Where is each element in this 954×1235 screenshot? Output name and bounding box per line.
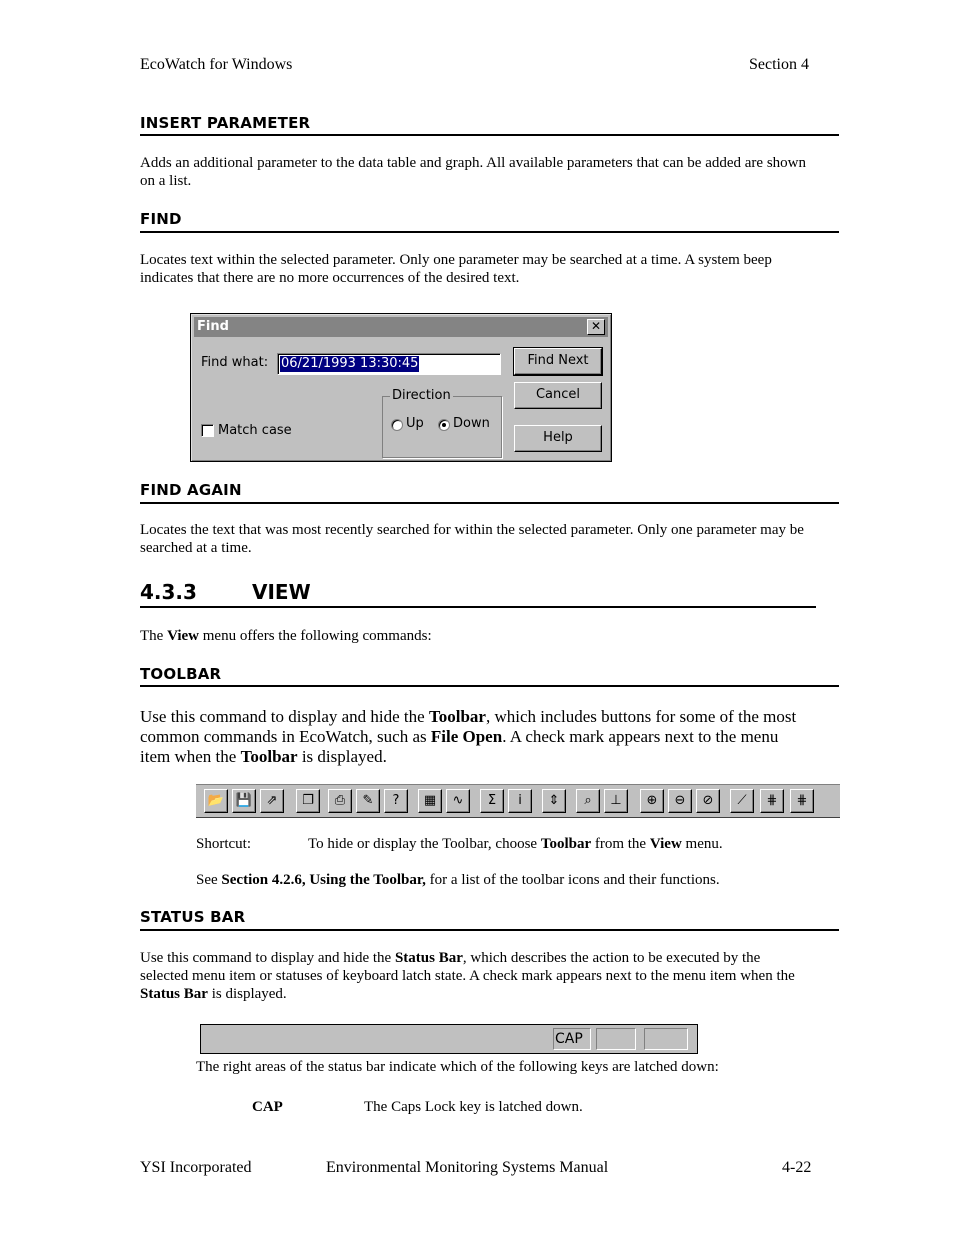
open-folder-icon[interactable]: 📂 [204, 789, 228, 813]
zoom-in-icon[interactable]: ⊕ [640, 789, 664, 813]
close-icon[interactable]: ✕ [587, 319, 605, 335]
shortcut-label: Shortcut: [196, 836, 251, 852]
heading-rule [140, 502, 839, 504]
zoom-out-icon[interactable]: ⊖ [668, 789, 692, 813]
scroll-pane [644, 1028, 688, 1050]
search-magnifier-icon[interactable]: ⌕ [576, 789, 600, 813]
find-heading: FIND [140, 210, 182, 228]
status-bar-heading: STATUS BAR [140, 908, 246, 926]
footer-left: YSI Incorporated [140, 1159, 252, 1176]
find-what-label: Find what: [201, 355, 269, 370]
find-again-heading: FIND AGAIN [140, 481, 242, 499]
direction-label: Direction [392, 388, 451, 403]
draw-line-icon[interactable]: ⟋ [730, 789, 754, 813]
toolbar-heading: TOOLBAR [140, 665, 222, 683]
num-pane [596, 1028, 636, 1050]
find-dialog [190, 313, 612, 462]
find-what-input[interactable] [277, 353, 501, 375]
print-icon[interactable]: ⎙ [328, 789, 352, 813]
table-icon[interactable]: ▦ [418, 789, 442, 813]
find-what-value: 06/21/1993 13:30:45 [281, 356, 419, 371]
find-again-body: Locates the text that was most recently searched for within the selected parameter. Only one parameter may be searched at a time. [140, 522, 804, 556]
grid-x-icon[interactable]: ⋕ [760, 789, 784, 813]
direction-group [382, 388, 502, 458]
copy-icon[interactable]: ❐ [296, 789, 320, 813]
heading-rule [140, 685, 839, 687]
find-next-button[interactable]: Find Next [514, 348, 602, 375]
heading-rule [140, 231, 839, 233]
find-dialog-title: Find [197, 319, 229, 334]
context-help-icon[interactable]: ? [384, 789, 408, 813]
grid-y-icon[interactable]: ⋕ [790, 789, 814, 813]
footer-center: Environmental Monitoring Systems Manual [326, 1159, 609, 1176]
view-intro: The View menu offers the following commands: [140, 628, 432, 644]
info-icon[interactable]: i [508, 789, 532, 813]
match-case-label: Match case [218, 423, 292, 438]
view-section-number: 4.3.3 [140, 580, 197, 604]
shortcut-text: To hide or display the Toolbar, choose Toolbar from the View menu. [308, 836, 723, 852]
status-bar-body: Use this command to display and hide the Status Bar, which describes the action to be executed by the selected menu item or statuses of keyboard latch state. A check mark appears next to the menu item when the Status Bar is displayed. [140, 950, 795, 1002]
save-disk-icon[interactable]: 💾 [232, 789, 256, 813]
status-bar-sample [200, 1024, 698, 1054]
key-cap-name: CAP [252, 1099, 283, 1115]
cap-pane: CAP [553, 1028, 591, 1050]
pen-edit-icon[interactable]: ✎ [356, 789, 380, 813]
plot-icon[interactable]: ⊥ [604, 789, 628, 813]
match-case-checkbox[interactable] [201, 424, 214, 437]
line-graph-icon[interactable]: ∿ [446, 789, 470, 813]
down-radio[interactable] [438, 419, 450, 431]
key-cap-description: The Caps Lock key is latched down. [364, 1099, 583, 1115]
insert-parameter-body: Adds an additional parameter to the data table and graph. All available parameters that can be added are shown on a list. [140, 155, 806, 189]
see-section-text: See Section 4.2.6, Using the Toolbar, for a list of the toolbar icons and their functions. [196, 872, 720, 888]
axis-scale-icon[interactable]: ⇕ [542, 789, 566, 813]
find-dialog-titlebar [194, 317, 608, 337]
toolbar-body: Use this command to display and hide the Toolbar, which includes buttons for some of the most common commands in EcoWatch, such as File Open. A check mark appears next to the menu item when the Toolbar is displayed. [140, 707, 797, 766]
no-zoom-icon[interactable]: ⊘ [696, 789, 720, 813]
find-body: Locates text within the selected parameter. Only one parameter may be searched at a time. A system beep indicates that there are no more occurrences of the desired text. [140, 252, 772, 286]
insert-parameter-heading: INSERT PARAMETER [140, 114, 311, 132]
heading-rule [140, 134, 839, 136]
down-label: Down [453, 416, 490, 431]
cancel-button[interactable]: Cancel [514, 382, 602, 409]
graph-export-icon[interactable]: ⇗ [260, 789, 284, 813]
help-button[interactable]: Help [514, 425, 602, 452]
page-header-left: EcoWatch for Windows [140, 56, 293, 73]
up-label: Up [406, 416, 424, 431]
footer-page-number: 4-22 [782, 1159, 812, 1176]
view-section-title: VIEW [252, 580, 311, 604]
statistics-sigma-icon[interactable]: Σ [480, 789, 504, 813]
up-radio[interactable] [391, 419, 403, 431]
view-rule [140, 606, 816, 608]
app-toolbar [196, 784, 840, 818]
heading-rule [140, 929, 839, 931]
page-header-right: Section 4 [749, 56, 809, 73]
status-bar-after-text: The right areas of the status bar indicate which of the following keys are latched down: [196, 1059, 719, 1075]
